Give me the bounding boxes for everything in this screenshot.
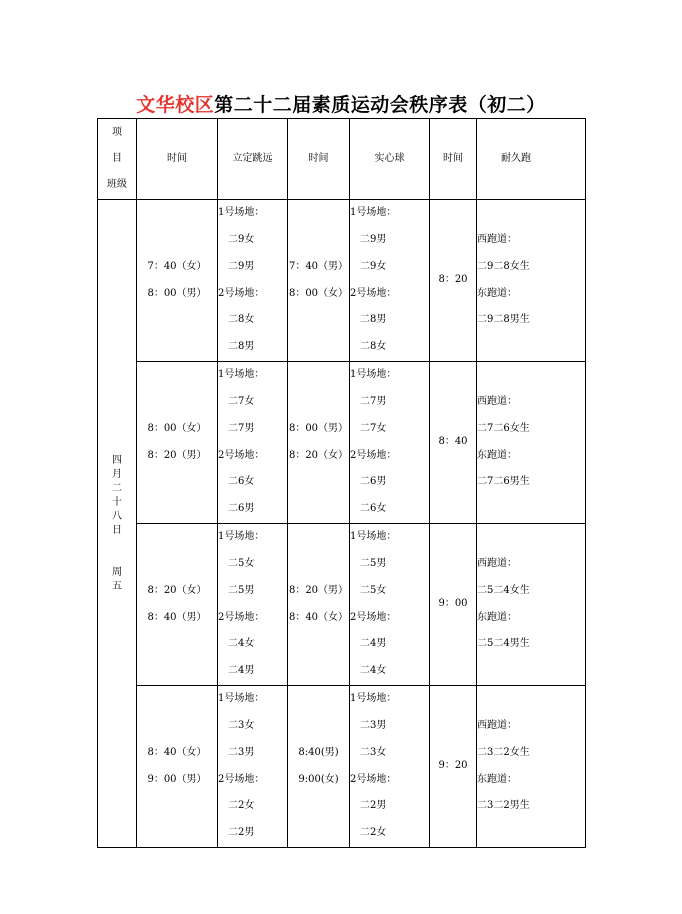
class-entry: 二8男 [360, 314, 387, 326]
run-time-cell: 8：20 [430, 200, 477, 362]
title-event: 第二十二届素质运动会秩序表（初二） [214, 94, 546, 116]
ball-time: 7：40（男） [288, 260, 349, 272]
venue-label: 2号场地： [350, 773, 397, 785]
date-cell [98, 200, 137, 848]
class-entry: 二8女 [360, 341, 387, 353]
lane-classes: 二3二2女生 [477, 746, 530, 758]
ball-venue-cell [350, 686, 430, 848]
run-time-cell: 9：20 [430, 686, 477, 848]
class-entry: 二4女 [228, 638, 255, 650]
venue-label: 2号场地： [218, 449, 265, 461]
run-time-cell: 8：40 [430, 362, 477, 524]
run-lane-cell [477, 200, 586, 362]
venue-label: 2号场地： [218, 773, 265, 785]
jump-time: 8：40（女） [147, 746, 207, 758]
lane-label: 西跑道： [477, 557, 517, 569]
venue-label: 2号场地： [218, 611, 265, 623]
venue-label: 1号场地： [350, 207, 397, 219]
class-entry: 二9女 [228, 233, 255, 245]
class-entry: 二3女 [228, 719, 255, 731]
class-entry: 二7女 [360, 422, 387, 434]
run-lane-cell [477, 362, 586, 524]
class-entry: 二6女 [360, 503, 387, 515]
jump-time-cell [137, 362, 218, 524]
session-row [98, 686, 586, 848]
lane-label: 东跑道： [477, 611, 517, 623]
lane-label: 西跑道： [477, 719, 517, 731]
class-entry: 二8女 [228, 314, 255, 326]
ball-time-cell [288, 362, 350, 524]
class-entry: 二9男 [228, 260, 255, 272]
lane-classes: 二7二6男生 [477, 476, 530, 488]
ball-time: 8：40（女） [288, 611, 349, 623]
lane-classes: 二7二6女生 [477, 422, 530, 434]
jump-time: 7：40（女） [147, 260, 207, 272]
venue-label: 1号场地： [218, 531, 265, 543]
jump-time: 8：40（男） [147, 611, 207, 623]
class-entry: 二7男 [360, 395, 387, 407]
jump-time: 8：00（女） [147, 422, 207, 434]
date-text: 四月二十八日 [112, 454, 122, 536]
lane-classes: 二5二4女生 [477, 584, 530, 596]
lane-label: 东跑道： [477, 287, 517, 299]
venue-label: 1号场地： [350, 369, 397, 381]
run-time-cell: 9：00 [430, 524, 477, 686]
class-entry: 二4男 [360, 638, 387, 650]
venue-label: 2号场地： [218, 287, 265, 299]
session-row [98, 200, 586, 362]
jump-time: 8：20（女） [147, 584, 207, 596]
class-entry: 二6男 [360, 476, 387, 488]
class-entry: 二5男 [360, 557, 387, 569]
class-entry: 二2女 [228, 800, 255, 812]
venue-label: 1号场地： [218, 369, 265, 381]
venue-label: 2号场地： [350, 287, 397, 299]
class-entry: 二6男 [228, 503, 255, 515]
ball-venue-cell [350, 362, 430, 524]
header-corner [98, 119, 137, 200]
class-entry: 二2女 [360, 827, 387, 839]
header-item: 目 [112, 153, 122, 164]
venue-label: 1号场地： [218, 693, 265, 705]
class-entry: 二9男 [360, 233, 387, 245]
venue-label: 1号场地： [218, 207, 265, 219]
session-row [98, 362, 586, 524]
jump-venue-cell [218, 686, 288, 848]
ball-time: 8:40(男) [298, 746, 339, 758]
lane-label: 西跑道： [477, 233, 517, 245]
jump-venue-cell [218, 524, 288, 686]
header-class: 班级 [107, 179, 127, 190]
class-entry: 二3女 [360, 746, 387, 758]
jump-venue-cell [218, 362, 288, 524]
ball-time-cell [288, 524, 350, 686]
class-entry: 二4女 [360, 665, 387, 677]
ball-time: 8：20（女） [288, 449, 349, 461]
run-lane-cell [477, 686, 586, 848]
lane-classes: 二5二4男生 [477, 638, 530, 650]
jump-time: 9：00（男） [147, 773, 207, 785]
ball-time: 9:00(女) [298, 773, 339, 785]
jump-venue-cell [218, 200, 288, 362]
lane-label: 西跑道： [477, 395, 517, 407]
title-campus: 文华校区 [136, 94, 215, 116]
header-row [98, 119, 586, 200]
header-time-2: 时间 [288, 119, 350, 200]
ball-time: 8：00（女） [288, 287, 349, 299]
class-entry: 二3男 [228, 746, 255, 758]
lane-classes: 二9二8女生 [477, 260, 530, 272]
page-title [0, 90, 682, 117]
ball-time: 8：00（男） [288, 422, 349, 434]
header-time-1: 时间 [137, 119, 218, 200]
class-entry: 二7女 [228, 395, 255, 407]
class-entry: 二4男 [228, 665, 255, 677]
jump-time-cell [137, 200, 218, 362]
jump-time-cell [137, 686, 218, 848]
class-entry: 二6女 [228, 476, 255, 488]
jump-time-cell [137, 524, 218, 686]
ball-venue-cell [350, 200, 430, 362]
class-entry: 二9女 [360, 260, 387, 272]
venue-label: 1号场地： [350, 531, 397, 543]
class-entry: 二2男 [228, 827, 255, 839]
class-entry: 二2男 [360, 800, 387, 812]
lane-label: 东跑道： [477, 773, 517, 785]
schedule-table [97, 118, 586, 848]
venue-label: 2号场地： [350, 449, 397, 461]
header-standing-long-jump: 立定跳远 [218, 119, 288, 200]
ball-venue-cell [350, 524, 430, 686]
jump-time: 8：00（男） [147, 287, 207, 299]
class-entry: 二3男 [360, 719, 387, 731]
ball-time-cell [288, 686, 350, 848]
venue-label: 1号场地： [350, 693, 397, 705]
weekday-text: 周五 [112, 566, 122, 592]
session-row [98, 524, 586, 686]
venue-label: 2号场地： [350, 611, 397, 623]
ball-time-cell [288, 200, 350, 362]
class-entry: 二8男 [228, 341, 255, 353]
class-entry: 二5女 [228, 557, 255, 569]
lane-classes: 二9二8男生 [477, 314, 530, 326]
class-entry: 二5女 [360, 584, 387, 596]
ball-time: 8：20（男） [288, 584, 349, 596]
header-item: 项 [112, 127, 122, 138]
header-medicine-ball: 实心球 [350, 119, 430, 200]
jump-time: 8：20（男） [147, 449, 207, 461]
class-entry: 二5男 [228, 584, 255, 596]
run-lane-cell [477, 524, 586, 686]
header-time-3: 时间 [430, 119, 477, 200]
header-endurance-run: 耐久跑 [477, 119, 586, 200]
class-entry: 二7男 [228, 422, 255, 434]
lane-classes: 二3二2男生 [477, 800, 530, 812]
lane-label: 东跑道： [477, 449, 517, 461]
